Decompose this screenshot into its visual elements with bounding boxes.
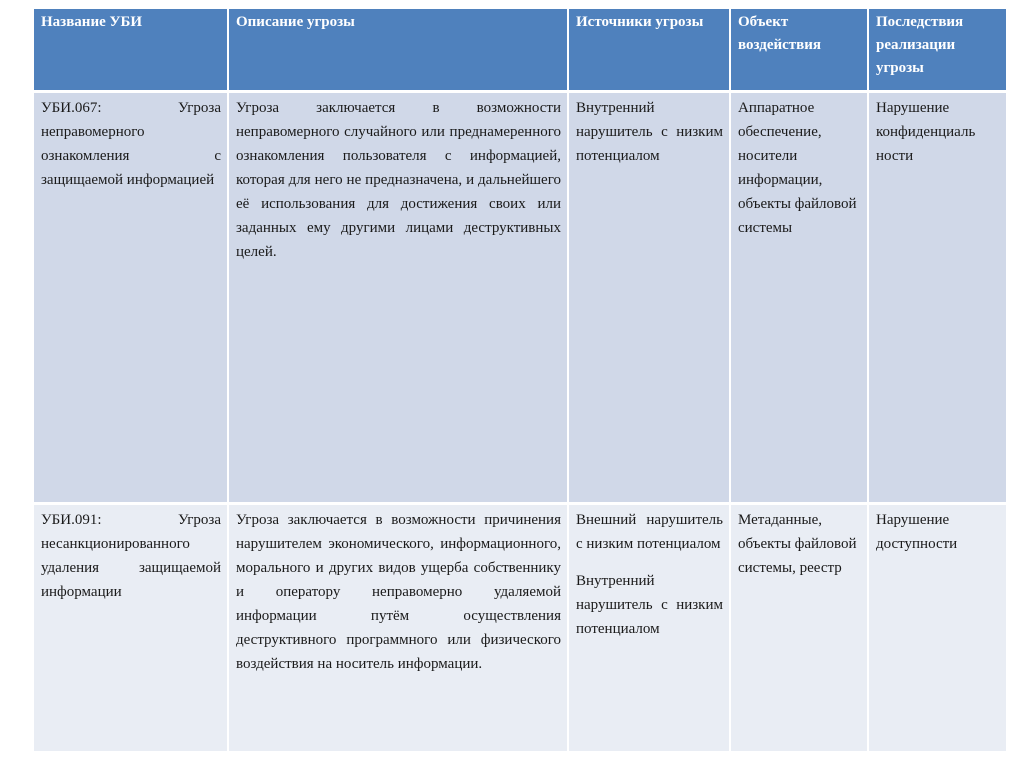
threat-source: Внутренний нарушитель с низким потенциалом <box>576 573 723 637</box>
threat-name-cell: УБИ.091: Угроза несанкционированного удаления защищаемой информации <box>34 504 228 752</box>
threat-sources-cell <box>568 92 730 504</box>
table-row <box>34 92 1006 504</box>
header-object: Объект воздействия <box>730 9 868 92</box>
threat-name-cell: УБИ.067: Угроза неправомерного ознакомления с защищаемой информацией <box>34 92 228 504</box>
threat-consequences-cell: Нарушение доступности <box>868 504 1006 752</box>
header-name: Название УБИ <box>34 9 228 92</box>
threat-consequences-cell: Нарушение конфиденциаль ности <box>868 92 1006 504</box>
threat-source: Внутренний нарушитель с низким потенциалом <box>576 100 723 164</box>
threat-description-cell: Угроза заключается в возможности неправомерного случайного или преднамеренного ознакомления пользователя с информацией, которая для него не предназначена, и дальнейшего её использования для достижения своих или заданных ему другими лицами деструктивных целей. <box>228 92 568 504</box>
header-description: Описание угрозы <box>228 9 568 92</box>
threat-object-cell: Аппаратное обеспечение, носители информации, объекты файловой системы <box>730 92 868 504</box>
table-row <box>34 504 1006 752</box>
header-consequences: Последствия реализации угрозы <box>868 9 1006 92</box>
header-row <box>34 9 1006 92</box>
threats-table <box>34 9 1006 751</box>
threat-object-cell: Метаданные, объекты файловой системы, реестр <box>730 504 868 752</box>
threat-sources-cell <box>568 504 730 752</box>
header-sources: Источники угрозы <box>568 9 730 92</box>
threat-source: Внешний нарушитель с низким потенциалом <box>576 512 723 552</box>
threat-description-cell: Угроза заключается в возможности причинения нарушителем экономического, информационного, морального и других видов ущерба собственнику и оператору неправомерно удаляемой информации путём осуществления деструктивного программного или физического воздействия на носитель информации. <box>228 504 568 752</box>
